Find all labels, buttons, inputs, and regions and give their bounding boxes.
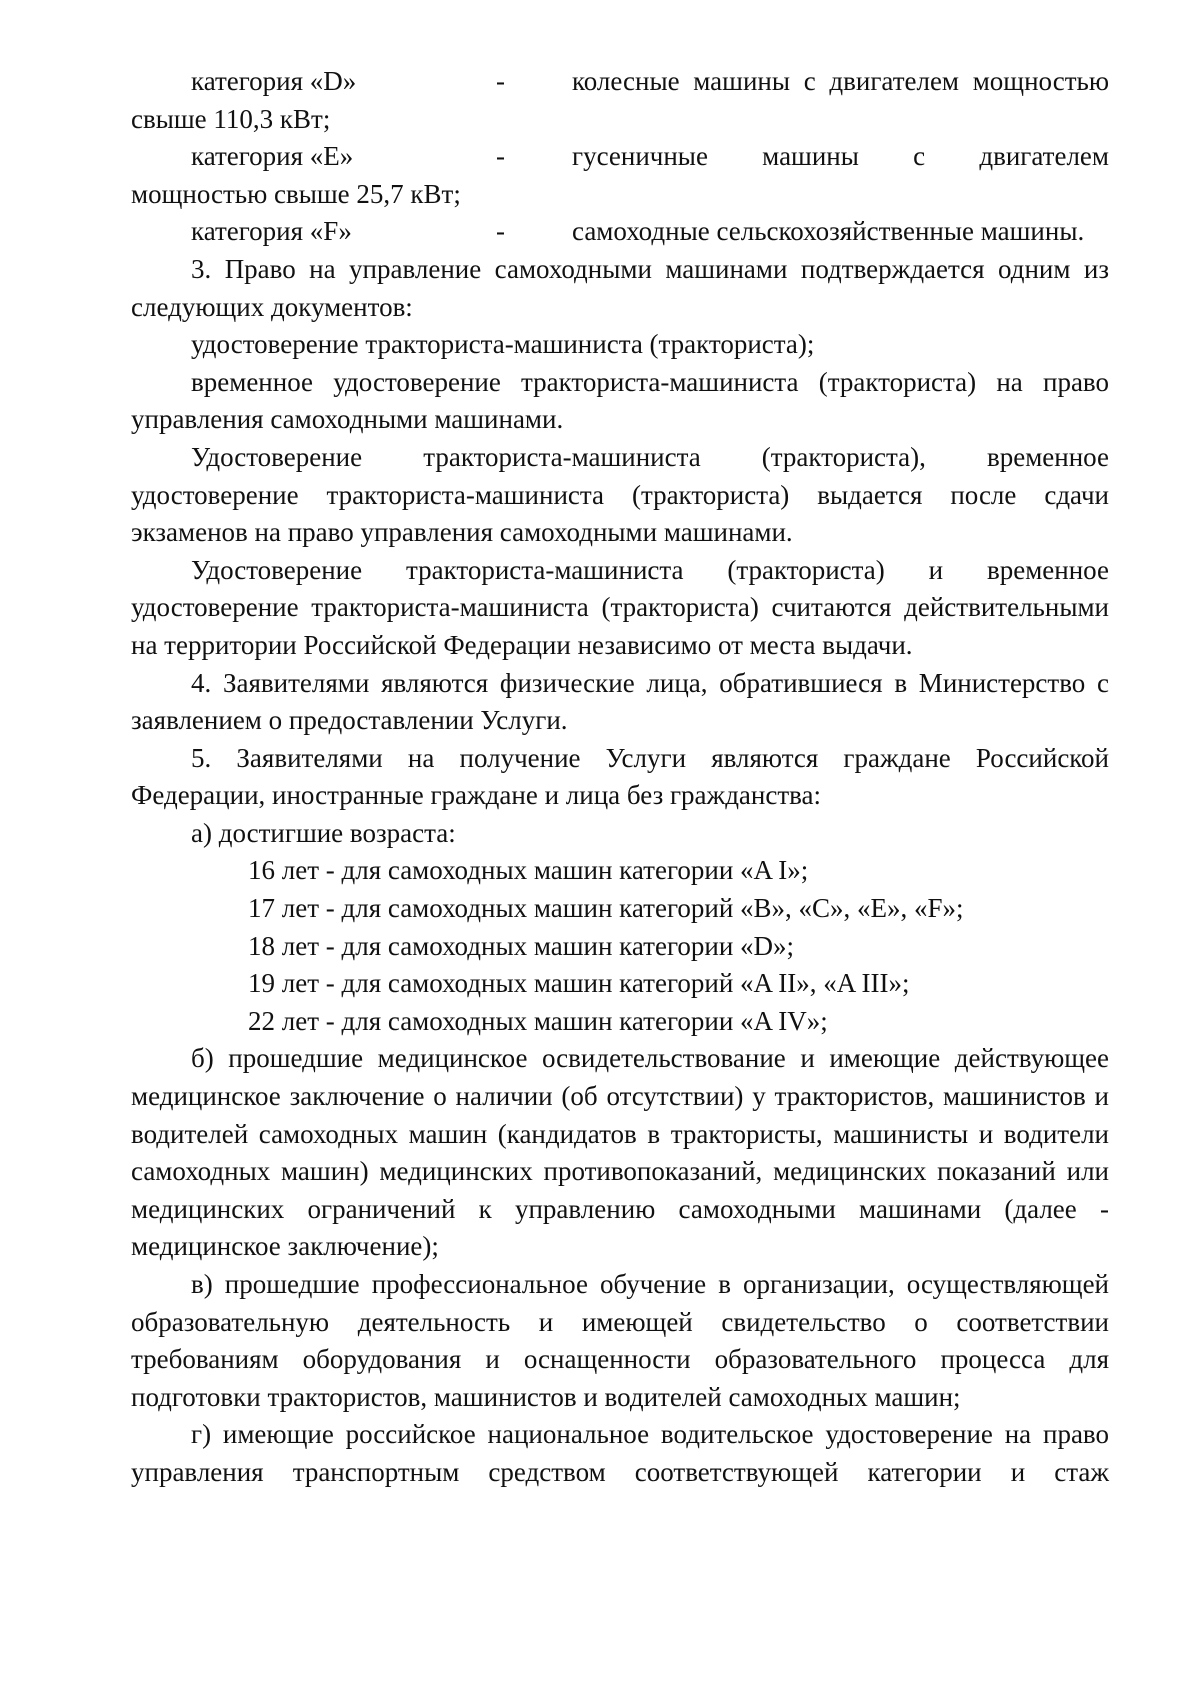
age-item: 18 лет - для самоходных машин категории «D»;	[248, 930, 795, 961]
category-d-continuation: свыше 110,3 кВт;	[131, 103, 331, 134]
category-e-name: категория «E»	[191, 141, 354, 172]
age-item: 22 лет - для самоходных машин категории «A IV»;	[248, 1005, 828, 1036]
category-f-dash: -	[496, 216, 505, 247]
category-e-continuation: мощностью свыше 25,7 кВт;	[131, 178, 461, 209]
paragraph-5: 5. Заявителями на получение Услуги являются граждане Российской Федерации, иностранные граждане и лица без гражданства:	[131, 742, 1109, 811]
age-list	[131, 852, 1109, 1040]
paragraph-3: 3. Право на управление самоходными машинами подтверждается одним из следующих документов:	[131, 253, 1109, 322]
age-item: 16 лет - для самоходных машин категории «A I»;	[248, 855, 809, 886]
document-body	[131, 63, 1109, 1492]
item-v: в) прошедшие профессиональное обучение в организации, осуществляющей образовательную деятельность и имеющей свидетельство о соответствии требованиям оборудования и оснащенности образовательного процесса для подготовки трактористов, машинистов и водителей самоходных машин;	[131, 1269, 1109, 1412]
category-d-row	[131, 63, 1109, 101]
age-item: 19 лет - для самоходных машин категорий «A II», «A III»;	[248, 968, 910, 999]
category-d-name: категория «D»	[191, 66, 357, 96]
item-g: г) имеющие российское национальное водительское удостоверение на право управления транспортным средством соответствующей категории и стаж	[131, 1419, 1109, 1487]
paragraph-4: 4. Заявителями являются физические лица, обратившиеся в Министерство с заявлением о предоставлении Услуги.	[131, 667, 1109, 736]
category-e-desc: гусеничные машины с двигателем	[572, 141, 1109, 172]
validity-paragraph: Удостоверение тракториста-машиниста (тракториста) и временное удостоверение тракториста-машиниста (тракториста) считаются действительными на территории Российской Федерации независимо от места выдачи.	[131, 554, 1109, 660]
category-f-desc: самоходные сельскохозяйственные машины.	[572, 216, 1085, 247]
category-e-dash: -	[496, 141, 505, 172]
document-item-2: временное удостоверение тракториста-машиниста (тракториста) на право управления самоходными машинами.	[131, 366, 1109, 435]
category-e-row	[131, 138, 1109, 176]
document-item-1: удостоверение тракториста-машиниста (тракториста);	[191, 329, 815, 360]
category-d-dash: -	[496, 66, 505, 96]
category-d-desc: колесные машины с двигателем мощностью	[572, 66, 1109, 96]
item-b: б) прошедшие медицинское освидетельствование и имеющие действующее медицинское заключение о наличии (об отсутствии) у трактористов, машинистов и водителей самоходных машин (кандидатов в трактористы, машинисты и водители самоходных машин) медицинских противопоказаний, медицинских показаний или медицинских ограничений к управлению самоходными машинами (далее - медицинское заключение);	[131, 1043, 1109, 1262]
issue-paragraph: Удостоверение тракториста-машиниста (тракториста), временное удостоверение тракториста-машиниста (тракториста) выдается после сдачи экзаменов на право управления самоходными машинами.	[131, 441, 1109, 548]
category-f-name: категория «F»	[191, 216, 352, 247]
category-f-row	[131, 213, 1109, 251]
age-item: 17 лет - для самоходных машин категорий «B», «C», «E», «F»;	[248, 893, 964, 924]
item-a: а) достигшие возраста:	[191, 817, 456, 848]
